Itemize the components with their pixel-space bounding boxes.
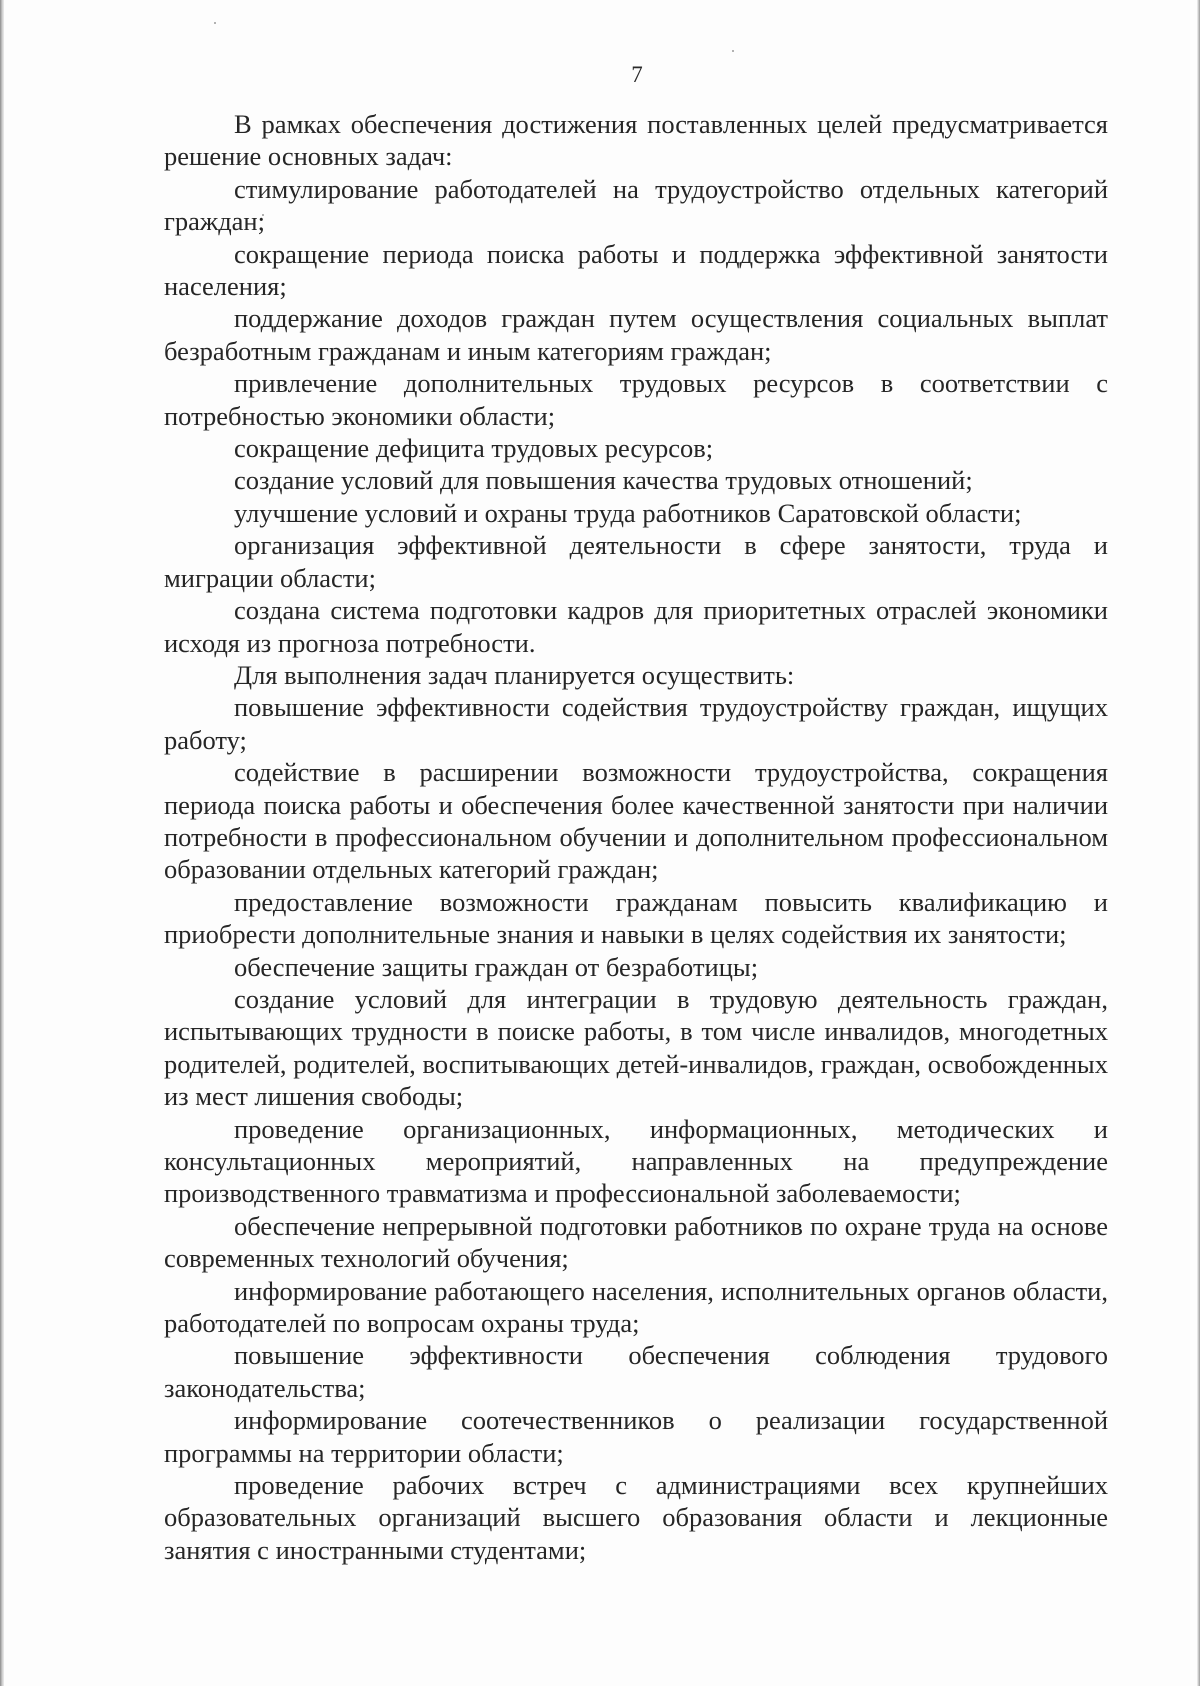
paragraph-22: проведение рабочих встреч с администрациями всех крупнейших образовательных организаций высшего образования области и лекционные занятия с иностранными студентами; (164, 1470, 1108, 1565)
paragraph-19: информирование работающего населения, исполнительных органов области, работодателей по вопросам охраны труда; (164, 1275, 1108, 1339)
paragraph-6: сокращение дефицита трудовых ресурсов; (234, 433, 714, 464)
paragraph-18: обеспечение непрерывной подготовки работников по охране труда на основе современных технологий обучения; (164, 1210, 1108, 1274)
paragraph-16: создание условий для интеграции в трудовую деятельность граждан, испытывающих трудности в поиске работы, в том числе инвалидов, многодетных родителей, родителей, воспитывающих детей-инвалидов, граждан, освобожденных из мест лишения свободы; (164, 983, 1108, 1112)
paragraph-13: содействие в расширении возможности трудоустройства, сокращения периода поиска работы и обеспечения более качественной занятости при наличии потребности в профессиональном обучении и дополнительном профессиональном образовании отдельных категорий граждан; (164, 757, 1108, 885)
paragraph-4: поддержание доходов граждан путем осуществления социальных выплат безработным гражданам и иным категориям граждан; (164, 303, 1108, 366)
paragraph-15: обеспечение защиты граждан от безработицы; (234, 951, 759, 982)
paragraph-21: информирование соотечественников о реализации государственной программы на территории области; (164, 1405, 1108, 1468)
paragraph-7: создание условий для повышения качества трудовых отношений; (234, 465, 973, 496)
paragraph-11: Для выполнения задач планируется осуществить: (234, 659, 795, 690)
scan-left-edge (0, 0, 4, 1686)
paragraph-17: проведение организационных, информационных, методических и консультационных мероприятий, направленных на предупреждение производственного травматизма и профессиональной заболеваемости; (164, 1113, 1108, 1209)
page-number: 7 (631, 62, 643, 87)
paragraph-5: привлечение дополнительных трудовых ресурсов в соответствии с потребностью экономики области; (164, 368, 1108, 431)
paragraph-14: предоставление возможности гражданам повысить квалификацию и приобрести дополнительные знания и навыки в целях содействия их занятости; (164, 886, 1108, 950)
paragraph-8: улучшение условий и охраны труда работников Саратовской области; (234, 497, 1022, 528)
paragraph-9: организация эффективной деятельности в сфере занятости, труда и миграции области; (164, 530, 1108, 593)
paragraph-20: повышение эффективности обеспечения соблюдения трудового законодательства; (164, 1340, 1108, 1403)
scan-speck (214, 22, 216, 24)
paragraph-3: сокращение периода поиска работы и поддержка эффективной занятости населения; (164, 238, 1108, 302)
scan-speck (732, 50, 734, 52)
document-body (164, 108, 1108, 1566)
paragraph-12: повышение эффективности содействия трудоустройству граждан, ищущих работу; (164, 692, 1108, 755)
paragraph-1: В рамках обеспечения достижения поставленных целей предусматривается решение основных задач: (164, 109, 1108, 172)
paragraph-2: стимулирование работодателей на трудоустройство отдельных категорий граждан; (164, 173, 1108, 237)
paragraph-10: создана система подготовки кадров для приоритетных отраслей экономики исходя из прогноза потребности. (164, 595, 1108, 658)
